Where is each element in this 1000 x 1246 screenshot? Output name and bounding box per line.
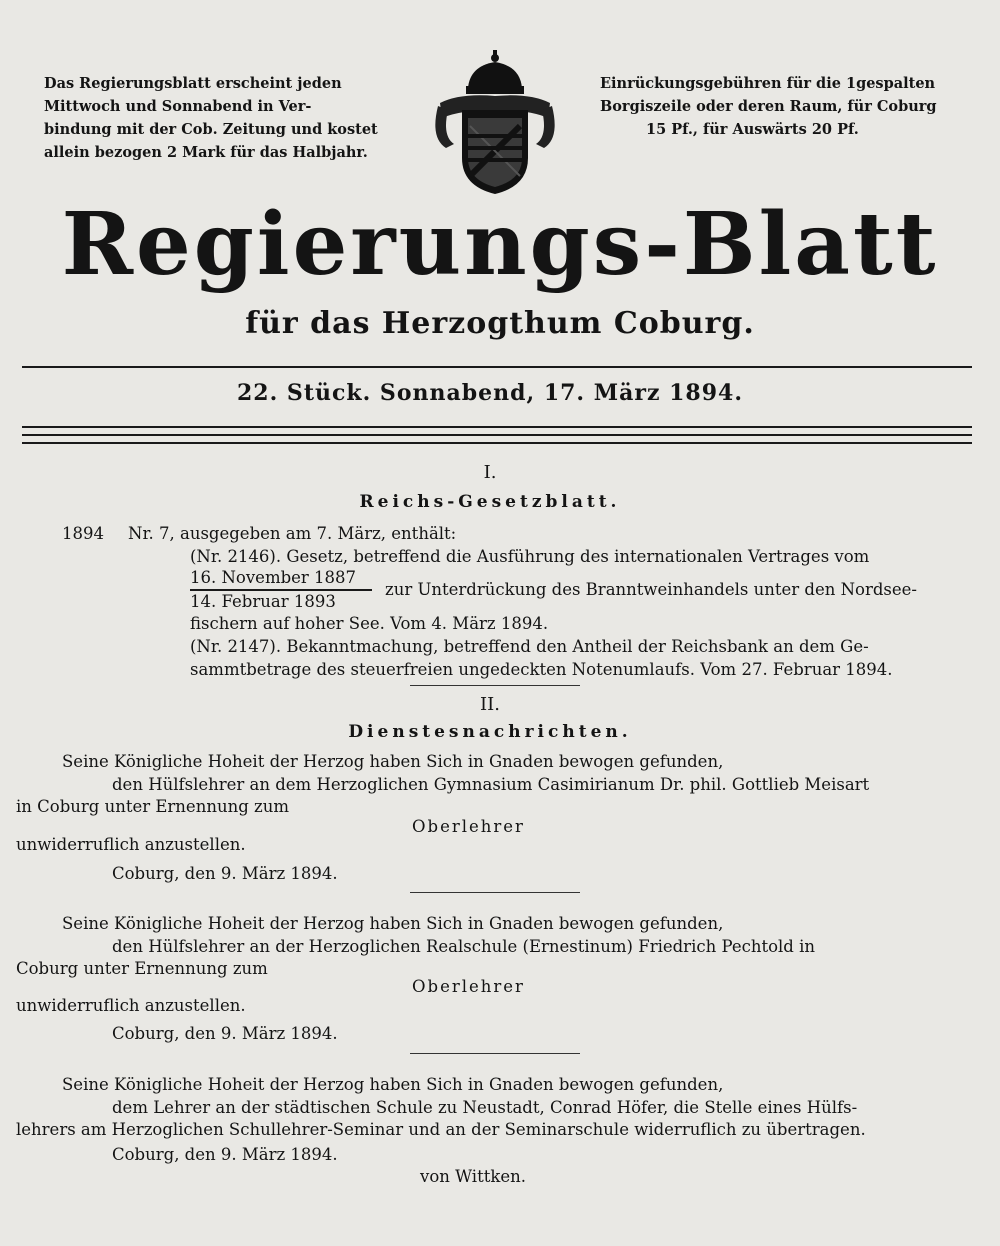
- subscription-info: [44, 72, 389, 164]
- issue-line: 22. Stück. Sonnabend, 17. März 1894.: [237, 380, 743, 406]
- section-number: I.: [483, 462, 497, 483]
- divider: [410, 892, 580, 893]
- subscription-line: Das Regierungsblatt erscheint jeden: [44, 75, 342, 92]
- place-date: Coburg, den 9. März 1894.: [112, 1024, 338, 1043]
- divider: [410, 1053, 580, 1054]
- notice-line: in Coburg unter Ernennung zum: [16, 797, 289, 816]
- gazette-line: zur Unterdrückung des Branntweinhandels unter den Nordsee-: [385, 580, 917, 599]
- rates-line: 15 Pf., für Auswärts 20 Pf.: [646, 121, 859, 138]
- rates-line: Borgiszeile oder deren Raum, für Coburg: [600, 98, 937, 115]
- divider: [22, 442, 972, 444]
- notice-line: den Hülfslehrer an der Herzoglichen Realschule (Ernestinum) Friedrich Pechtold in: [112, 937, 816, 956]
- gazette-line: (Nr. 2147). Bekanntmachung, betreffend den Antheil der Reichsbank an dem Ge-: [190, 637, 869, 656]
- divider: [22, 426, 972, 428]
- place-date: Coburg, den 9. März 1894.: [112, 864, 338, 883]
- gazette-line: fischern auf hoher See. Vom 4. März 1894.: [190, 614, 549, 633]
- masthead-title: Regierungs-Blatt: [61, 194, 939, 295]
- appointment-title: Oberlehrer: [412, 977, 525, 996]
- fraction-denominator: 14. Februar 1893: [190, 592, 336, 611]
- notice-line: unwiderruflich anzustellen.: [16, 996, 246, 1015]
- notice-line: lehrers am Herzoglichen Schullehrer-Seminar und an der Seminarschule widerruflich zu übertragen.: [16, 1120, 866, 1139]
- divider: [22, 434, 972, 436]
- notice-line: dem Lehrer an der städtischen Schule zu Neustadt, Conrad Höfer, die Stelle eines Hülfs-: [112, 1098, 858, 1117]
- section-number: II.: [480, 694, 500, 715]
- gazette-line: Nr. 7, ausgegeben am 7. März, enthält:: [128, 524, 457, 543]
- section-heading: Reichs-Gesetzblatt.: [359, 492, 621, 512]
- divider: [22, 366, 972, 368]
- notice-line: Seine Königliche Hoheit der Herzog haben Sich in Gnaden bewogen gefunden,: [62, 752, 724, 771]
- advertising-rates: [600, 72, 937, 141]
- masthead-subtitle: für das Herzogthum Coburg.: [245, 306, 755, 341]
- notice-line: Seine Königliche Hoheit der Herzog haben Sich in Gnaden bewogen gefunden,: [62, 1075, 724, 1094]
- notice-line: Seine Königliche Hoheit der Herzog haben Sich in Gnaden bewogen gefunden,: [62, 914, 724, 933]
- year-label: 1894: [62, 524, 104, 543]
- subscription-line: bindung mit der Cob. Zeitung und kostet: [44, 121, 378, 138]
- signature: von Wittken.: [420, 1167, 526, 1186]
- gazette-line: (Nr. 2146). Gesetz, betreffend die Ausführung des internationalen Vertrages vom: [190, 547, 870, 566]
- section-heading: Dienstesnachrichten.: [348, 722, 632, 742]
- notice-line: unwiderruflich anzustellen.: [16, 835, 246, 854]
- rates-line: Einrückungsgebühren für die 1gespalten: [600, 75, 936, 92]
- place-date: Coburg, den 9. März 1894.: [112, 1145, 338, 1164]
- divider: [410, 685, 580, 686]
- notice-line: den Hülfslehrer an dem Herzoglichen Gymnasium Casimirianum Dr. phil. Gottlieb Meisart: [112, 775, 870, 794]
- gazette-line: sammtbetrage des steuerfreien ungedeckten Notenumlaufs. Vom 27. Februar 1894.: [190, 660, 893, 679]
- notice-line: Coburg unter Ernennung zum: [16, 959, 268, 978]
- appointment-title: Oberlehrer: [412, 817, 525, 836]
- fraction-numerator: 16. November 1887: [190, 568, 357, 587]
- subscription-line: allein bezogen 2 Mark für das Halbjahr.: [44, 144, 368, 161]
- ducal-crest-icon: [420, 48, 570, 198]
- subscription-line: Mittwoch und Sonnabend in Ver-: [44, 98, 312, 115]
